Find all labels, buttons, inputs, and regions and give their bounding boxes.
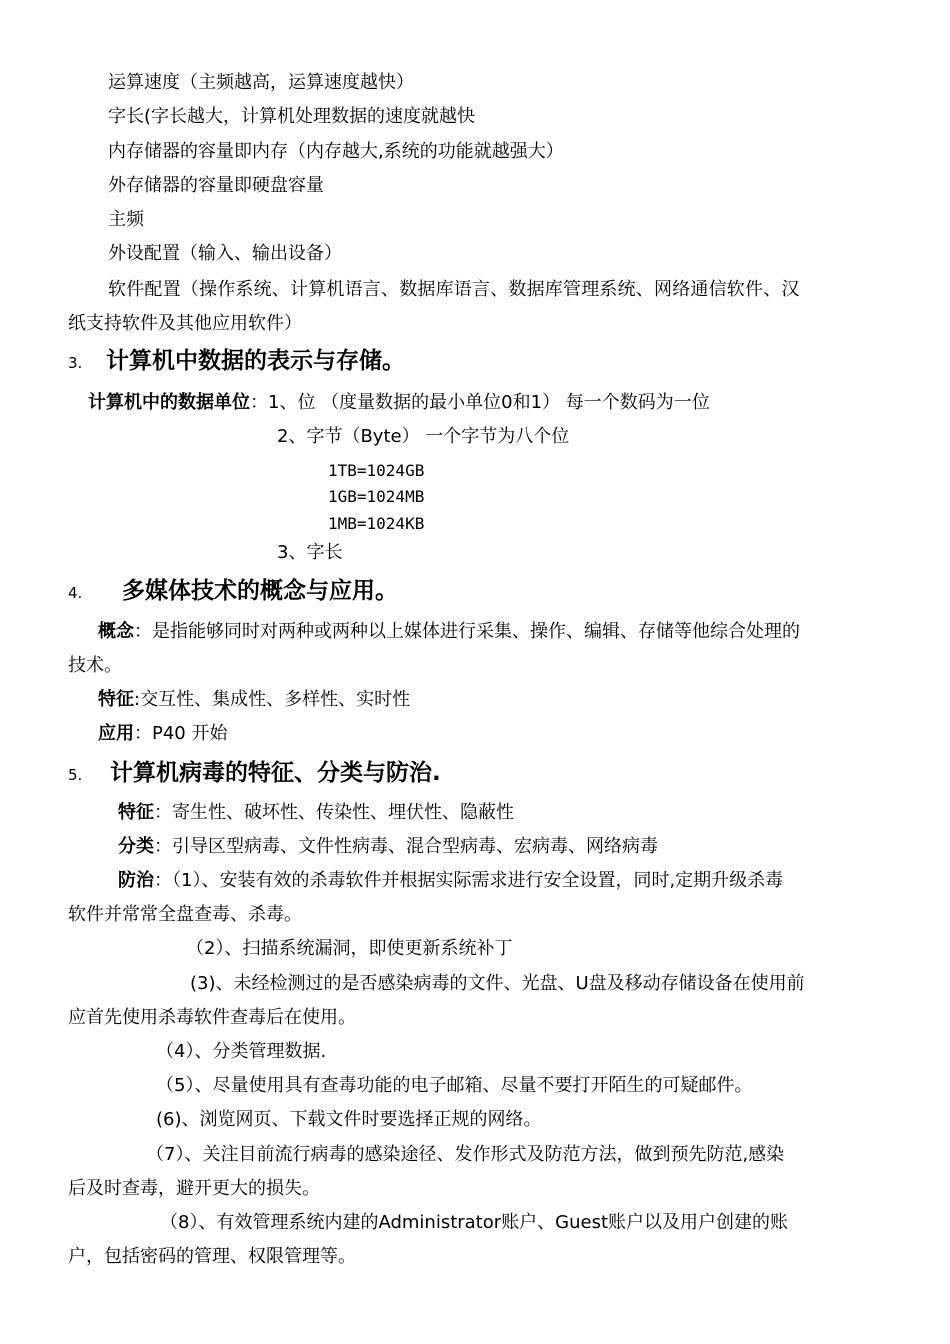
data-units-byte: 2、字节（Byte） 一个字节为八个位: [277, 426, 570, 447]
feature-label: 特征: [98, 689, 134, 710]
section-title: 计算机病毒的特征、分类与防治.: [110, 760, 441, 786]
section-title: 多媒体技术的概念与应用。: [122, 578, 398, 604]
virus-prevent-line: 户，包括密码的管理、权限管理等。: [68, 1246, 356, 1267]
virus-prevent-line: （4）、分类管理数据.: [156, 1041, 327, 1062]
software-line-1: 软件配置（操作系统、计算机语言、数据库语言、数据库管理系统、网络通信软件、汉: [108, 279, 800, 300]
feature-line: 特征:交互性、集成性、多样性、实时性: [98, 689, 411, 710]
list-item: 主频: [108, 209, 144, 230]
virus-prevent-line: （8）、有效管理系统内建的Administrator账户、Guest账户以及用户创建的账: [160, 1212, 789, 1233]
data-units-label: 计算机中的数据单位: [88, 392, 250, 413]
virus-class-label: 分类: [118, 836, 154, 857]
virus-prevent-line: （5）、尽量使用具有查毒功能的电子邮箱、尽量不要打开陌生的可疑邮件。: [156, 1075, 753, 1096]
virus-prevent-line: 后及时查毒，避开更大的损失。: [68, 1178, 320, 1199]
virus-prevent-line: (3)、未经检测过的是否感染病毒的文件、光盘、U盘及移动存储设备在使用前: [190, 973, 805, 994]
virus-feature-line: 特征：寄生性、破坏性、传染性、埋伏性、隐蔽性: [118, 802, 514, 823]
application-label: 应用: [98, 723, 134, 744]
virus-prevent-line: 软件并常常全盘查毒、杀毒。: [68, 904, 302, 925]
virus-prevent-line: （2）、扫描系统漏洞，即使更新系统补丁: [186, 938, 513, 959]
section-number: 4.: [68, 584, 83, 602]
unit-conversion: 1GB=1024MB: [328, 487, 425, 506]
data-units-word: 3、字长: [277, 542, 343, 563]
concept-line-2: 技术。: [68, 655, 122, 676]
section-title: 计算机中数据的表示与存储。: [106, 348, 405, 374]
virus-class-line: 分类：引导区型病毒、文件性病毒、混合型病毒、宏病毒、网络病毒: [118, 836, 658, 857]
section-number: 3.: [68, 354, 83, 372]
software-line-2: 纸支持软件及其他应用软件）: [68, 313, 302, 334]
virus-prevent-line: 防治：（1）、安装有效的杀毒软件并根据实际需求进行安全设置，同时,定期升级杀毒: [118, 870, 784, 891]
section-number: 5.: [68, 766, 83, 784]
application-line: 应用：P40 开始: [98, 723, 228, 744]
virus-prevent-label: 防治: [118, 870, 154, 891]
unit-conversion: 1MB=1024KB: [328, 514, 425, 533]
data-units-line: 计算机中的数据单位：1、位 （度量数据的最小单位0和1） 每一个数码为一位: [88, 392, 710, 413]
virus-feature-label: 特征: [118, 802, 154, 823]
concept-label: 概念: [98, 621, 134, 642]
list-item: 外存储器的容量即硬盘容量: [108, 175, 324, 196]
virus-prevent-line: （7）、关注目前流行病毒的感染途径、发作形式及防范方法，做到预先防范,感染: [146, 1144, 785, 1165]
list-item: 运算速度（主频越高，运算速度越快）: [108, 72, 414, 93]
unit-conversion: 1TB=1024GB: [328, 461, 425, 480]
virus-prevent-line: 应首先使用杀毒软件查毒后在使用。: [68, 1007, 356, 1028]
virus-prevent-line: (6)、浏览网页、下载文件时要选择正规的网络。: [156, 1109, 542, 1130]
list-item: 内存储器的容量即内存（内存越大,系统的功能就越强大）: [108, 141, 564, 162]
concept-line: 概念：是指能够同时对两种或两种以上媒体进行采集、操作、编辑、存储等他综合处理的: [98, 621, 800, 642]
list-item: 外设配置（输入、输出设备）: [108, 243, 342, 264]
list-item: 字长(字长越大，计算机处理数据的速度就越快: [108, 106, 476, 127]
